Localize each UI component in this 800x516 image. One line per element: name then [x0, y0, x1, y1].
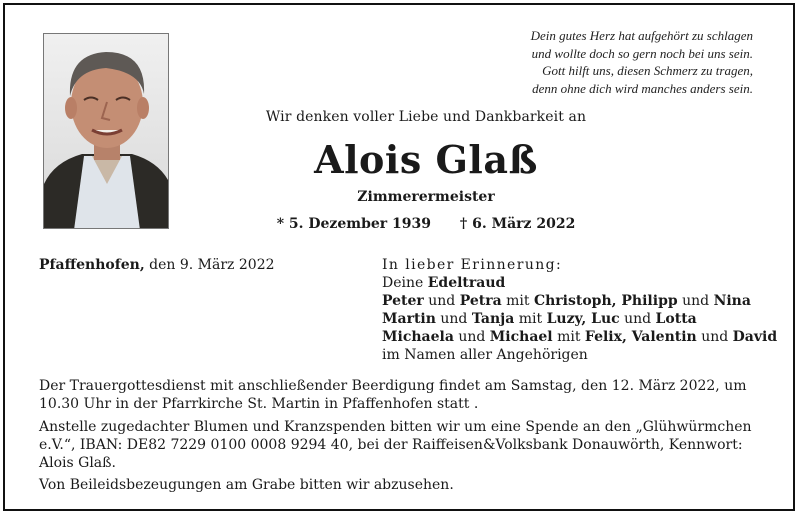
- poem-line: Dein gutes Herz hat aufgehört zu schlagen: [530, 28, 753, 43]
- portrait-image: [44, 34, 169, 229]
- poem: [453, 27, 753, 97]
- mourner-line: im Namen aller Angehörigen: [382, 347, 588, 363]
- deceased-occupation: Zimmerermeister: [357, 189, 495, 205]
- birth-date: * 5. Dezember 1939: [276, 216, 432, 232]
- mourner-line: Martin und Tanja mit Luzy, Luc und Lotta: [382, 311, 697, 327]
- mourner-line: Deine Edeltraud: [382, 275, 506, 291]
- funeral-info: [39, 377, 769, 499]
- condolences-text: Von Beileidsbezeugungen am Grabe bitten wir abzusehen.: [39, 477, 454, 494]
- mourner-line: Peter und Petra mit Christoph, Philipp und Nina: [382, 293, 751, 309]
- memory-label: In lieber Erinnerung:: [382, 257, 563, 273]
- portrait-photo: [43, 33, 169, 229]
- service-text: Der Trauergottesdienst mit anschließender Beerdigung findet am Samstag, den 12. März 2022, um 10.30 Uhr in der Pfarrkirche St. Martin in Pfaffenhofen statt .: [39, 378, 747, 413]
- death-date: † 6. März 2022: [459, 216, 576, 232]
- mourner-line: Michaela und Michael mit Felix, Valentin und David: [382, 329, 778, 345]
- life-dates: [181, 216, 671, 232]
- mourners-list: [382, 256, 782, 364]
- deceased-name: Alois Glaß: [314, 137, 538, 182]
- donation-text: Anstelle zugedachter Blumen und Kranzspenden bitten wir um eine Spende an den „Glühwürmchen e.V.“, IBAN: DE82 7229 0100 0008 9294 40, bei der Raiffeisen&Volksbank Donauwörth, Kennwort: Alois Glaß.: [39, 418, 752, 472]
- intro-text: Wir denken voller Liebe und Dankbarkeit an: [265, 109, 587, 125]
- obituary-notice: [3, 3, 795, 511]
- place-date: den 9. März 2022: [144, 257, 275, 273]
- place-and-date: [39, 257, 275, 273]
- poem-line: denn ohne dich wird manches anders sein.: [532, 80, 753, 96]
- place-city: Pfaffenhofen,: [39, 257, 145, 273]
- poem-line: Gott hilft uns, diesen Schmerz zu tragen,: [542, 63, 753, 78]
- poem-line: und wollte doch so gern noch bei uns sein.: [531, 45, 753, 61]
